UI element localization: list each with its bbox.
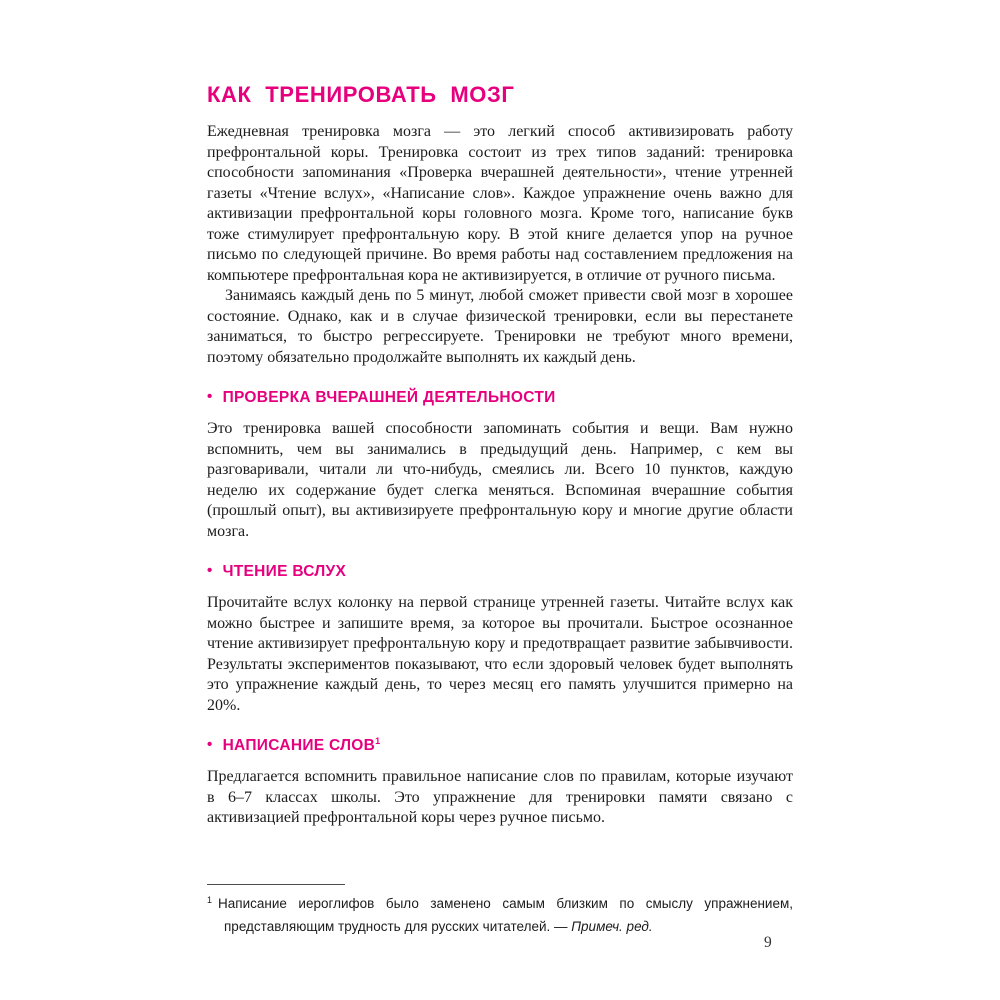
section-body-check-yesterday: Это тренировка вашей способности запоминать события и вещи. Вам нужно вспомнить, чем вы занимались в предыдущий день. Например, с кем вы разговаривали, читали ли что-нибудь, смеялись ли. Всего 10 пунктов, каждую неделю их содержание будет слегка меняться. Вспоминая вчерашние события (прошлый опыт), вы активизируете префронтальную кору и многие другие области мозга. xyxy=(207,420,793,540)
section-heading-label: ЧТЕНИЕ ВСЛУХ xyxy=(222,563,347,580)
section-heading-label xyxy=(223,737,381,754)
section-heading-reading-aloud xyxy=(207,563,793,580)
text-column xyxy=(207,0,793,829)
footnote-text: Написание иероглифов было заменено самым близким по смыслу упражнением, представляющим трудность для русских читателей. — xyxy=(218,896,793,934)
bullet-icon: • xyxy=(207,736,213,753)
section-heading-label: ПРОВЕРКА ВЧЕРАШНЕЙ ДЕЯТЕЛЬНОСТИ xyxy=(222,389,556,406)
footnote-marker: 1 xyxy=(207,894,213,905)
footnote-block xyxy=(207,884,793,938)
page-number: 9 xyxy=(764,934,772,951)
page-title: КАК ТРЕНИРОВАТЬ МОЗГ xyxy=(207,82,515,107)
footnote-text-line xyxy=(207,892,793,938)
section-heading-writing-words xyxy=(207,737,793,754)
section-heading-check-yesterday xyxy=(207,389,793,406)
bullet-icon: • xyxy=(207,562,213,579)
footnote-divider xyxy=(207,884,345,885)
bullet-icon: • xyxy=(207,388,213,405)
intro-paragraph-2: Занимаясь каждый день по 5 минут, любой сможет привести свой мозг в хорошее состояние. Однако, как и в случае физической тренировки, если вы перестанете заниматься, то быстро регрессируете. Тренировки не требуют много времени, поэтому обязательно продолжайте выполнять их каждый день. xyxy=(207,287,793,366)
section-body-reading-aloud: Прочитайте вслух колонку на первой странице утренней газеты. Читайте вслух как можно быстрее и запишите время, за которое вы прочитали. Быстрое осознанное чтение активизирует префронтальную кору и предотвращает развитие забывчивости. Результаты экспериментов показывают, что если здоровый человек будет выполнять это упражнение каждый день, то через месяц его память улучшится примерно на 20%. xyxy=(207,594,793,714)
section-body-writing-words: Предлагается вспомнить правильное написание слов по правилам, которые изучают в 6–7 классах школы. Это упражнение для тренировки памяти связано с активизацией префронтальной коры через ручное письмо. xyxy=(207,768,793,826)
footnote-reference-mark: 1 xyxy=(375,735,381,746)
footnote-source-label: Примеч. ред. xyxy=(571,919,653,934)
intro-paragraph-1: Ежедневная тренировка мозга — это легкий способ активизировать работу префронтальной коры. Тренировка состоит из трех типов заданий: тренировка способности запоминания «Проверка вчерашней деятельности», чтение утренней газеты «Чтение вслух», «Написание слов». Каждое упражнение очень важно для активизации префронтальной коры головного мозга. Кроме того, написание букв тоже стимулирует префронтальную кору. В этой книге делается упор на ручное письмо по следующей причине. Во время работы над составлением предложения на компьютере префронтальная кора не активизируется, в отличие от ручного письма. xyxy=(207,123,793,284)
section-heading-text: НАПИСАНИЕ СЛОВ xyxy=(222,737,376,754)
